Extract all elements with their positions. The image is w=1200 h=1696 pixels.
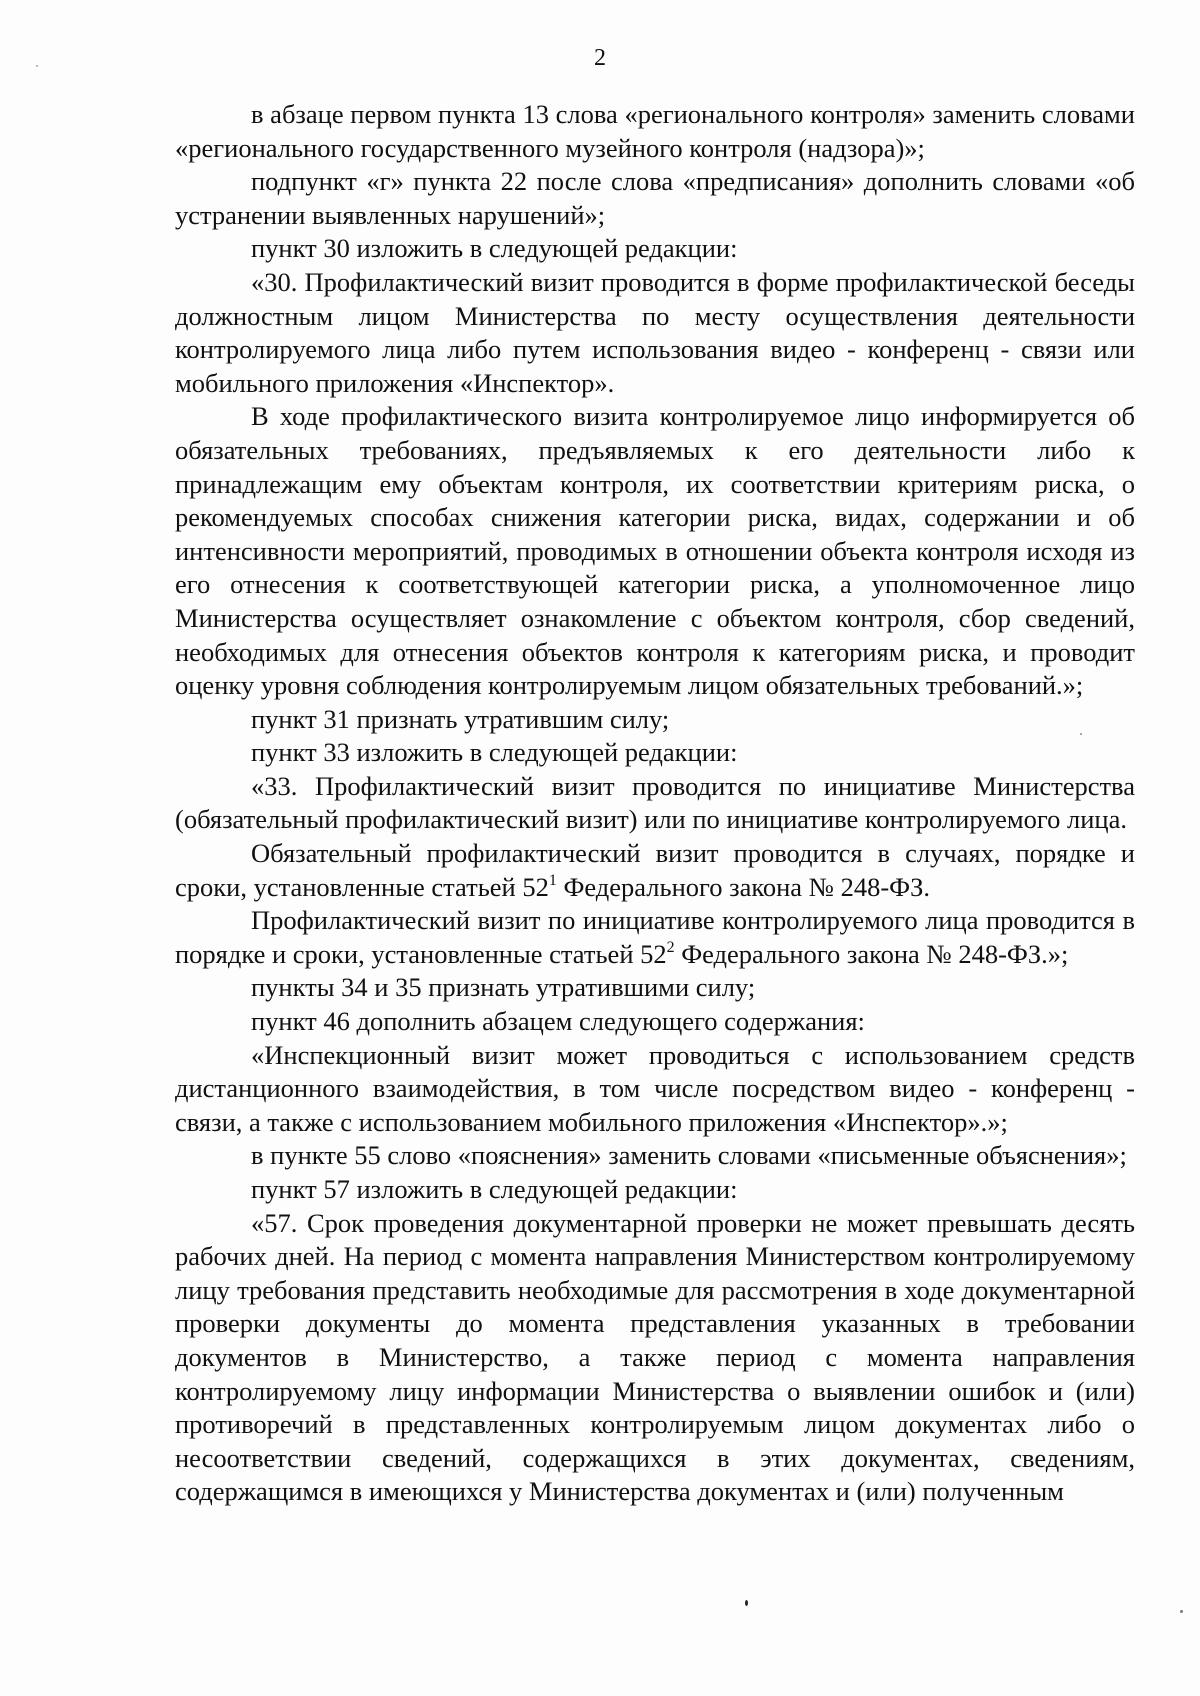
paragraph-item-31-repeal: пункт 31 признать утратившим силу; (251, 703, 670, 734)
paragraph-amend-item-22: подпункт «г» пункта 22 после слова «предписания» дополнить словами «об устранении выявленных нарушений»; (175, 166, 1135, 230)
paragraph-mandatory-visit-text-end: Федерального закона № 248-ФЗ. (556, 871, 931, 902)
paragraph-initiative-visit (175, 904, 1135, 971)
paragraph-item-30-intro: пункт 30 изложить в следующей редакции: (251, 233, 738, 264)
paragraph-item-57-text: «57. Срок проведения документарной проверки не может превышать десять рабочих дней. На период с момента направления Министерством контролируемому лицу требования представить необходимые для рассмотрения в ходе документарной проверки документы до момента представления указанных в требовании документов в Министерство, а также период с момента направления контролируемому лицу информации Министерства о выявлении ошибок и (или) противоречий в представленных контролируемым лицом документах либо о несоответствии сведений, содержащихся в этих документах, сведениям, содержащимся в имеющихся у Министерства документах и (или) полученным (175, 1207, 1135, 1507)
paragraph-initiative-visit-text-end: Федерального закона № 248-ФЗ.»; (674, 938, 1069, 969)
scan-speck (1180, 1610, 1183, 1613)
scan-speck (745, 1600, 748, 1606)
document-body (175, 98, 1135, 1509)
paragraph-item-46-text: «Инспекционный визит может проводиться с использованием средств дистанционного взаимодействия, в том числе посредством видео - конференц - связи, а также с использованием мобильного приложения «Инспектор».»; (175, 1039, 1135, 1137)
paragraph-mandatory-visit-text: Обязательный профилактический визит проводится в случаях, порядке и сроки, установленные статьей 52 (175, 838, 1135, 902)
paragraph-amend-item-13: в абзаце первом пункта 13 слова «регионального контроля» заменить словами «регионального государственного музейного контроля (надзора)»; (175, 99, 1135, 163)
paragraph-item-30-text: «30. Профилактический визит проводится в форме профилактической беседы должностным лицом Министерства по месту осуществления деятельности контролируемого лица либо путем использования видео - конференц - связи или мобильного приложения «Инспектор». (175, 266, 1135, 398)
paragraph-item-57-intro: пункт 57 изложить в следующей редакции: (251, 1174, 738, 1204)
page-number: 2 (594, 45, 606, 71)
superscript-1: 1 (548, 871, 557, 889)
scan-speck (1080, 733, 1082, 735)
paragraph-item-30-visit-details: В ходе профилактического визита контролируемое лицо информируется об обязательных требованиях, предъявляемых к его деятельности либо к принадлежащим ему объектам контроля, их соответствии критериям риска, о рекомендуемых способах снижения категории риска, видах, содержании и об интенсивности мероприятий, проводимых в отношении объекта контроля исходя из его отнесения к соответствующей категории риска, а уполномоченное лицо Министерства осуществляет ознакомление с объектом контроля, сбор сведений, необходимых для отнесения объектов контроля к категориям риска, и проводит оценку уровня соблюдения контролируемым лицом обязательных требований.»; (175, 401, 1135, 701)
paragraph-amend-item-55: в пункте 55 слово «пояснения» заменить словами «письменные объяснения»; (251, 1140, 1127, 1171)
paragraph-mandatory-visit (175, 837, 1135, 904)
scan-speck (36, 65, 38, 67)
superscript-2: 2 (666, 938, 675, 956)
paragraph-item-46-intro: пункт 46 дополнить абзацем следующего содержания: (251, 1006, 865, 1037)
paragraph-item-33-intro: пункт 33 изложить в следующей редакции: (251, 737, 738, 768)
paragraph-item-33-text: «33. Профилактический визит проводится по инициативе Министерства (обязательный профилактический визит) или по инициативе контролируемого лица. (175, 770, 1135, 835)
paragraph-initiative-visit-text: Профилактический визит по инициативе контролируемого лица проводится в порядке и сроки, установленные статьей 52 (175, 905, 1135, 969)
paragraph-items-34-35-repeal: пункты 34 и 35 признать утратившими силу; (251, 972, 756, 1003)
